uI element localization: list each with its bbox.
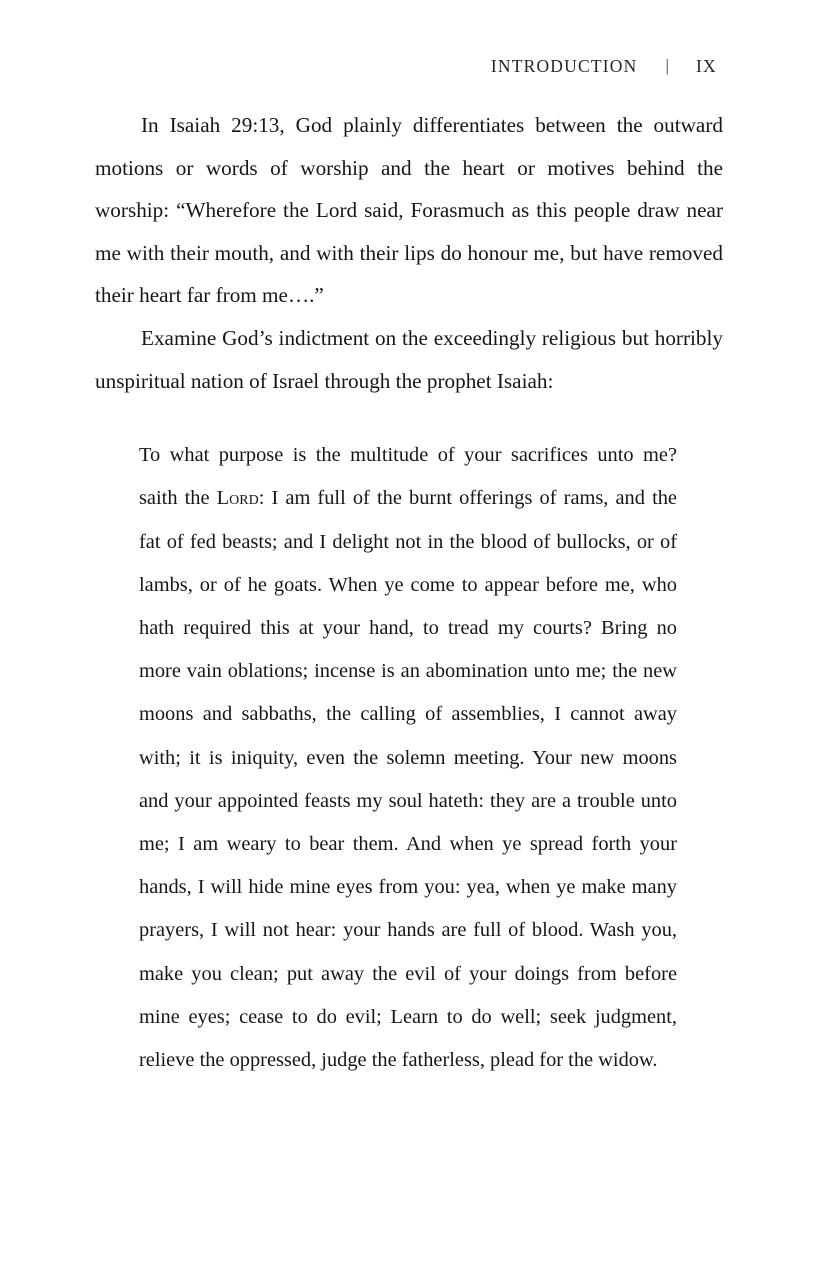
paragraph-examine-indictment: Examine God’s indictment on the exceedingly religious but horribly unspiritual nation of Israel through the prophet Isaiah:	[95, 325, 723, 393]
block-quotation	[139, 434, 677, 1082]
page-number: IX	[696, 56, 717, 76]
running-head-title: INTRODUCTION	[490, 56, 638, 76]
quotation-text	[139, 434, 677, 1082]
text-column	[95, 104, 723, 1082]
quotation-segment-rest: : I am full of the burnt offerings of rams, and the fat of fed beasts; and I delight not in the blood of bullocks, or of lambs, or of he goats. When ye come to appear before me, who hath required this at your hand, to tread my courts? Bring no more vain oblations; incense is an abomination unto me; the new moons and sabbaths, the calling of assemblies, I cannot away with; it is iniquity, even the solemn meeting. Your new moons and your appointed feasts my soul hateth: they are a trouble unto me; I am weary to bear them. And when ye spread forth your hands, I will hide mine eyes from you: yea, when ye make many prayers, I will not hear: your hands are full of blood. Wash you, make you clean; put away the evil of your doings from before mine eyes; cease to do evil; Learn to do well; seek judgment, relieve the oppressed, judge the fatherless, plead for the widow.	[139, 487, 677, 1071]
quotation-segment-lead: To what purpose is the multitude of your sacrifices unto me? saith the	[139, 444, 677, 510]
running-head-separator: |	[665, 56, 670, 75]
paragraph-isaiah-reference: In Isaiah 29:13, God plainly differentiates between the outward motions or words of worship and the heart or motives behind the worship: “Wherefore the Lord said, Forasmuch as this people draw near me with their mouth, and with their lips do honour me, but have removed their heart far from me….”	[95, 113, 723, 308]
divine-name-smallcaps: Lord	[216, 487, 259, 510]
running-head	[95, 56, 722, 84]
